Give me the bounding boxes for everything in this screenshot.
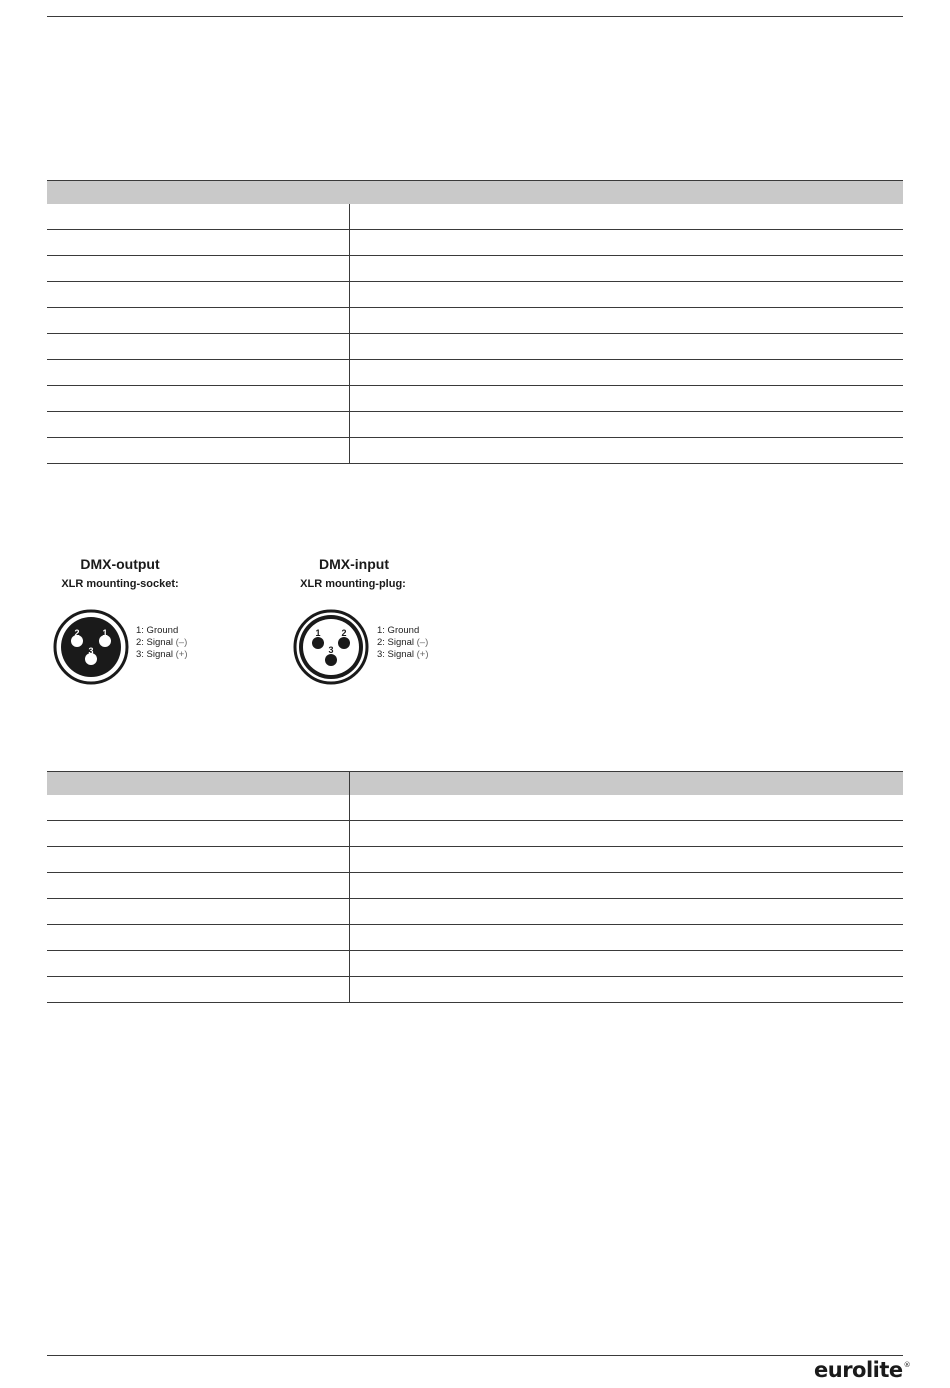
dmx-input-pinout [377, 625, 429, 661]
pinout-line: 2: Signal (–) [136, 637, 188, 648]
table-cell-key [47, 821, 349, 847]
table-row [47, 821, 903, 847]
table-cell-key [47, 308, 349, 334]
table-cell-value [349, 899, 903, 925]
table-cell-value [349, 977, 903, 1003]
table-cell-value [349, 308, 903, 334]
table-cell-key [47, 977, 349, 1003]
table-row [47, 230, 903, 256]
table-cell-key [47, 282, 349, 308]
table-cell-key [47, 951, 349, 977]
pin-label: 1 [315, 628, 321, 638]
table-cell-key [47, 230, 349, 256]
table-header-row [47, 181, 903, 205]
table-cell-value [349, 256, 903, 282]
eurolite-logo: eurolite® [814, 1358, 911, 1382]
pin-label: 2 [74, 628, 80, 638]
table-row [47, 847, 903, 873]
top-rule [47, 16, 903, 17]
pinout-line: 1: Ground [136, 625, 179, 636]
bottom-rule [47, 1355, 903, 1356]
table-cell-key [47, 925, 349, 951]
table-cell-value [349, 951, 903, 977]
specifications-table [47, 180, 903, 464]
pinout-line: 3: Signal (+) [136, 649, 188, 660]
table-header-cell [349, 772, 903, 796]
table-row [47, 308, 903, 334]
table-cell-value [349, 438, 903, 464]
table-row [47, 412, 903, 438]
table-cell-value [349, 204, 903, 230]
table-cell-key [47, 795, 349, 821]
pin-label: 3 [88, 646, 94, 656]
table-cell-key [47, 873, 349, 899]
pin-label: 1 [102, 628, 108, 638]
table-row [47, 438, 903, 464]
table-row [47, 925, 903, 951]
table-row [47, 282, 903, 308]
table-row [47, 334, 903, 360]
xlr-socket-icon [47, 608, 137, 688]
table-cell-key [47, 438, 349, 464]
table-cell-value [349, 873, 903, 899]
table-cell-key [47, 847, 349, 873]
table-cell-key [47, 360, 349, 386]
channel-table [47, 771, 903, 1003]
table-cell-key [47, 412, 349, 438]
table-cell-value [349, 412, 903, 438]
pinout-line: 1: Ground [377, 625, 420, 636]
table-header-cell [47, 181, 903, 205]
table-cell-value [349, 795, 903, 821]
table-cell-key [47, 204, 349, 230]
table-cell-value [349, 386, 903, 412]
table-cell-value [349, 821, 903, 847]
pinout-line: 3: Signal (+) [377, 649, 429, 660]
table-cell-value [349, 230, 903, 256]
table-cell-value [349, 360, 903, 386]
xlr-plug-icon [287, 608, 377, 688]
table-row [47, 360, 903, 386]
table-row [47, 873, 903, 899]
table-cell-value [349, 334, 903, 360]
pinout-line: 2: Signal (–) [377, 637, 429, 648]
table-cell-value [349, 847, 903, 873]
pin-label: 2 [341, 628, 347, 638]
table-header-cell [47, 772, 349, 796]
table-cell-key [47, 899, 349, 925]
pin-label: 3 [328, 645, 334, 655]
table-row [47, 951, 903, 977]
dmx-output-subtitle: XLR mounting-socket: [61, 578, 179, 590]
table-cell-value [349, 282, 903, 308]
dmx-output-title: DMX-output [80, 556, 160, 572]
table-row [47, 899, 903, 925]
table-row [47, 977, 903, 1003]
dmx-input-title: DMX-input [319, 556, 389, 572]
table-row [47, 386, 903, 412]
dmx-output-pinout [136, 625, 188, 661]
table-cell-value [349, 925, 903, 951]
table-row [47, 795, 903, 821]
table-row [47, 204, 903, 230]
table-cell-key [47, 386, 349, 412]
dmx-input-subtitle: XLR mounting-plug: [300, 578, 406, 590]
table-header-row [47, 772, 903, 796]
table-row [47, 256, 903, 282]
table-cell-key [47, 334, 349, 360]
table-cell-key [47, 256, 349, 282]
